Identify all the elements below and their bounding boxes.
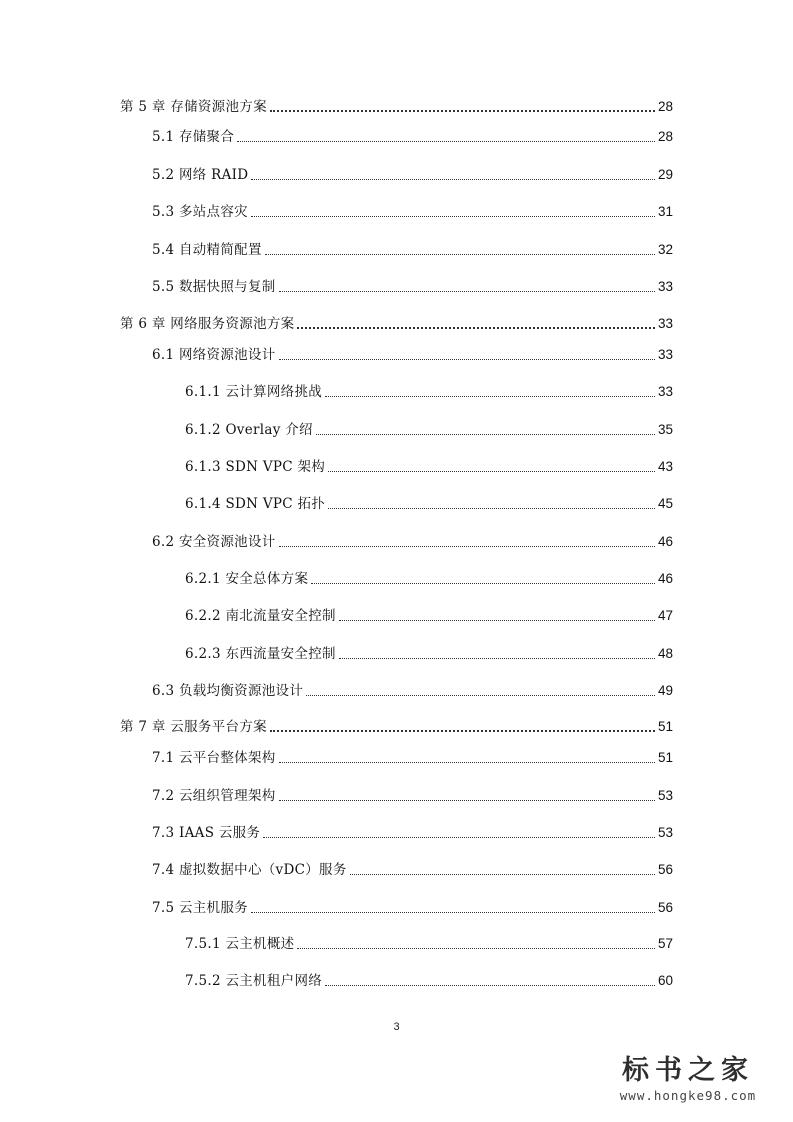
page-number: 3	[393, 1021, 400, 1033]
toc-label: 6.1.2 Overlay 介绍	[185, 422, 313, 438]
toc-entry-7-4[interactable]	[152, 859, 673, 881]
dot-leader	[265, 253, 655, 255]
toc-label: 6.1 网络资源池设计	[152, 347, 276, 363]
toc-page: 33	[657, 316, 673, 331]
toc-label: 7.2 云组织管理架构	[152, 788, 276, 804]
toc-entry-chapter-5[interactable]	[120, 96, 673, 118]
toc-label: 6.2.3 东西流量安全控制	[185, 646, 336, 662]
dot-leader	[279, 290, 655, 292]
toc-page: 48	[657, 646, 673, 661]
toc-label: 5.5 数据快照与复制	[152, 279, 276, 295]
toc-label: 6.1.1 云计算网络挑战	[185, 384, 323, 400]
toc-page: 28	[657, 99, 673, 114]
toc-page: 60	[657, 973, 673, 988]
toc-page: 33	[657, 347, 673, 362]
toc-page: 29	[657, 167, 673, 182]
toc-page: 33	[657, 279, 673, 294]
toc-entry-7-3[interactable]	[152, 822, 673, 844]
dot-leader	[328, 507, 655, 509]
toc-label: 5.1 存储聚合	[152, 129, 235, 145]
toc-page: 49	[657, 683, 673, 698]
toc-entry-5-3[interactable]	[152, 201, 673, 223]
toc-page: 28	[657, 129, 673, 144]
watermark-url: www.hongke98.com	[619, 1088, 757, 1103]
toc-entry-6-2-3[interactable]	[185, 643, 673, 665]
toc-entry-7-2[interactable]	[152, 785, 673, 807]
toc-label: 6.1.3 SDN VPC 架构	[185, 459, 326, 475]
toc-page: 56	[657, 862, 673, 877]
dot-leader	[237, 140, 655, 142]
dot-leader	[297, 326, 655, 329]
toc-label: 7.3 IAAS 云服务	[152, 825, 261, 841]
toc-entry-7-5-1[interactable]	[185, 933, 673, 955]
toc-entry-6-2-2[interactable]	[185, 605, 673, 627]
toc-page: 46	[657, 534, 673, 549]
toc-entry-6-1-1[interactable]	[185, 381, 673, 403]
dot-leader	[328, 470, 655, 472]
dot-leader	[270, 109, 655, 112]
toc-page: 45	[657, 496, 673, 511]
dot-leader	[325, 395, 655, 397]
toc-label: 5.2 网络 RAID	[152, 167, 249, 183]
toc-page: 56	[657, 900, 673, 915]
dot-leader	[279, 799, 655, 801]
toc-page: 57	[657, 936, 673, 951]
dot-leader	[279, 545, 655, 547]
toc-entry-chapter-7[interactable]	[120, 716, 673, 738]
dot-leader	[251, 911, 655, 913]
toc-entry-5-1[interactable]	[152, 126, 673, 148]
toc-label: 5.3 多站点容灾	[152, 204, 248, 220]
toc-page: 31	[657, 204, 673, 219]
toc-label: 6.2 安全资源池设计	[152, 534, 276, 550]
toc-page: 51	[657, 750, 673, 765]
toc-label: 6.1.4 SDN VPC 拓扑	[185, 496, 326, 512]
dot-leader	[316, 433, 655, 435]
toc-entry-5-4[interactable]	[152, 239, 673, 261]
dot-leader	[251, 178, 655, 180]
toc-label: 7.5.1 云主机概述	[185, 936, 295, 952]
toc-page: 53	[657, 825, 673, 840]
toc-entry-7-5[interactable]	[152, 897, 673, 919]
dot-leader	[263, 836, 655, 838]
dot-leader	[297, 947, 655, 949]
toc-entry-7-5-2[interactable]	[185, 970, 673, 992]
toc-page: 47	[657, 608, 673, 623]
toc-label: 7.5.2 云主机租户网络	[185, 973, 323, 989]
dot-leader	[251, 215, 655, 217]
toc-entry-5-2[interactable]	[152, 164, 673, 186]
toc-entry-6-1-3[interactable]	[185, 456, 673, 478]
toc-entry-6-2[interactable]	[152, 531, 673, 553]
toc-label: 5.4 自动精简配置	[152, 242, 262, 258]
toc-label: 第 7 章 云服务平台方案	[120, 719, 267, 735]
toc-page: 32	[657, 242, 673, 257]
dot-leader	[279, 358, 655, 360]
dot-leader	[279, 761, 655, 763]
dot-leader	[339, 657, 655, 659]
toc-label: 第 6 章 网络服务资源池方案	[120, 316, 295, 332]
toc-entry-6-3[interactable]	[152, 680, 673, 702]
dot-leader	[306, 694, 655, 696]
toc-entry-7-1[interactable]	[152, 747, 673, 769]
toc-page: 51	[657, 719, 673, 734]
watermark-title: 标书之家	[622, 1055, 754, 1086]
toc-entry-6-2-1[interactable]	[185, 568, 673, 590]
toc-entry-6-1-4[interactable]	[185, 493, 673, 515]
dot-leader	[311, 582, 655, 584]
toc-label: 第 5 章 存储资源池方案	[120, 99, 267, 115]
toc-label: 7.4 虚拟数据中心（vDC）服务	[152, 862, 347, 878]
dot-leader	[339, 619, 655, 621]
toc-page: 33	[657, 384, 673, 399]
watermark-logo	[593, 1054, 783, 1114]
toc-entry-6-1[interactable]	[152, 344, 673, 366]
toc-entry-chapter-6[interactable]	[120, 313, 673, 335]
toc-page: 43	[657, 459, 673, 474]
toc-entry-5-5[interactable]	[152, 276, 673, 298]
toc-label: 6.2.1 安全总体方案	[185, 571, 309, 587]
dot-leader	[350, 873, 655, 875]
toc-page: 53	[657, 788, 673, 803]
toc-entry-6-1-2[interactable]	[185, 419, 673, 441]
toc-label: 6.2.2 南北流量安全控制	[185, 608, 336, 624]
toc-label: 7.1 云平台整体架构	[152, 750, 276, 766]
toc-page: 35	[657, 422, 673, 437]
toc-label: 6.3 负载均衡资源池设计	[152, 683, 304, 699]
dot-leader	[270, 729, 655, 732]
dot-leader	[325, 984, 655, 986]
toc-label: 7.5 云主机服务	[152, 900, 248, 916]
toc-page: 46	[657, 571, 673, 586]
